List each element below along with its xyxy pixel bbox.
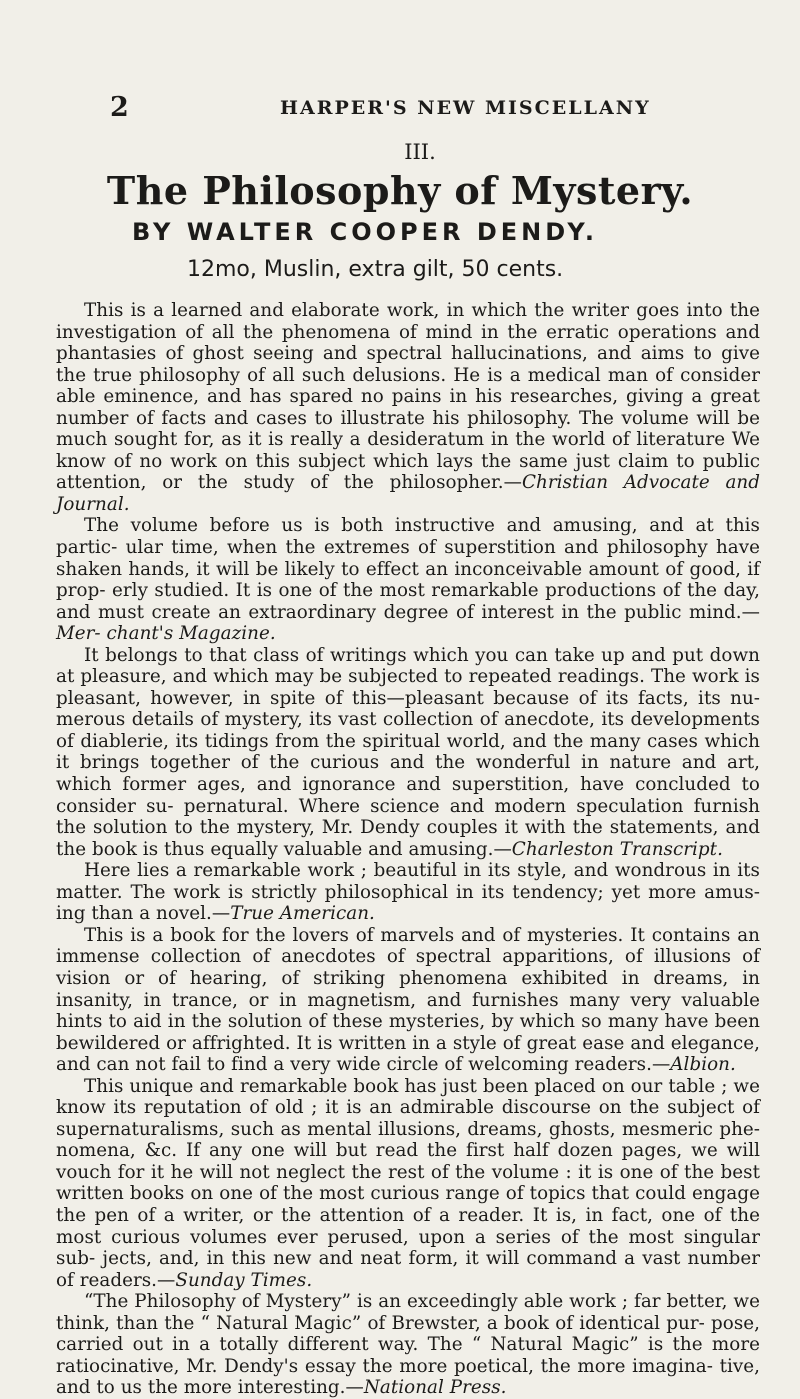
review-text: This unique and remarkable book has just been placed on our table ; we know its reputation of old ; it is an admirable discourse on the subject of supernaturalisms, such as mental illusions, dreams, ghosts, mesmeric phe- nomena, &c. If any one will but read the first half dozen pages, we will vouch for it he will not neglect the rest of the volume : it is one of the best written books on one of the most curious range of topics that could engage the pen of a writer, or the attention of a reader. It is, in fact, one of the most curious volumes ever perused, upon a series of the most singular sub- jects, and, in this new and neat form, it will command a vast number of readers.—	[56, 1075, 760, 1291]
review-text: Here lies a remarkable work ; beautiful in its style, and wondrous in its matter. The work is strictly philosophical in its tendency; yet more amus- ing than a novel.—	[56, 860, 760, 925]
press-reviews	[56, 300, 760, 1399]
review-source: Christian Advocate and Journal.	[56, 472, 760, 515]
review-paragraph	[56, 515, 760, 644]
review-source: Charleston Transcript.	[511, 838, 723, 860]
book-title: The Philosophy of Mystery.	[106, 168, 694, 213]
review-text: The volume before us is both instructive and amusing, and at this partic- ular time, when the extremes of superstition and philosophy have shaken hands, it will be likely to effect an inconceivable amount of good, if prop- erly studied. It is one of the most remarkable productions of the day, and must create an extraordinary degree of interest in the public mind.—	[56, 515, 760, 623]
review-paragraph	[56, 645, 760, 860]
review-source: Albion.	[670, 1054, 736, 1076]
edition-price-line: 12mo, Muslin, extra gilt, 50 cents.	[187, 257, 564, 282]
section-number: III.	[404, 140, 436, 164]
review-text: “The Philosophy of Mystery” is an exceedingly able work ; far better, we think, than the “ Natural Magic” of Brewster, a book of identical pur- pose, carried out in a totally different way. The “ Natural Magic” is the more ratiocinative, Mr. Dendy's essay the more poetical, the more imagina- tive, and to us the more interesting.—	[56, 1291, 760, 1399]
review-source: Mer- chant's Magazine.	[56, 623, 276, 645]
journal-title: HARPER'S NEW MISCELLANY	[280, 97, 651, 119]
review-text: This is a book for the lovers of marvels and of mysteries. It contains an immense collection of anecdotes of spectral apparitions, of illusions of vision or of hearing, of striking phenomena exhibited in dreams, in insanity, in trance, or in magnetism, and furnishes many very valuable hints to aid in the solution of these mysteries, by which so many have been bewildered or affrighted. It is written in a style of great ease and elegance, and can not fail to find a very wide circle of welcoming readers.—	[56, 924, 760, 1076]
review-paragraph	[56, 925, 760, 1076]
review-source: National Press.	[363, 1377, 507, 1399]
review-paragraph	[56, 1076, 760, 1291]
review-source: Sunday Times.	[175, 1269, 313, 1291]
review-text: It belongs to that class of writings which you can take up and put down at pleasure, and which may be subjected to repeated readings. The work is pleasant, however, in spite of this—pleasant because of its facts, its nu- merous details of mystery, its vast collection of anecdote, its developments of diablerie, its tidings from the spiritual world, and the many cases which it brings together of the curious and the wonderful in nature and art, which former ages, and ignorance and superstition, have concluded to consider su- pernatural. Where science and modern speculation furnish the solution to the mystery, Mr. Dendy couples it with the statements, and the book is thus equally valuable and amusing.—	[56, 644, 760, 860]
review-paragraph	[56, 1291, 760, 1399]
review-paragraph	[56, 860, 760, 925]
running-head	[110, 92, 690, 132]
review-source: True American.	[230, 903, 375, 925]
review-paragraph	[56, 300, 760, 515]
author-line: BY WALTER COOPER DENDY.	[132, 218, 598, 246]
review-text: This is a learned and elaborate work, in which the writer goes into the investigation of all the phenomena of mind in the erratic operations and phantasies of ghost seeing and spectral hallucinations, and aims to give the true philosophy of all such delusions. He is a medical man of consider able eminence, and has spared no pains in his researches, giving a great number of facts and cases to illustrate his philosophy. The volume will be much sought for, as it is really a desideratum in the world of literature We know of no work on this subject which lays the same just claim to public attention, or the study of the philosopher.—	[56, 300, 760, 494]
page-number: 2	[110, 92, 129, 123]
